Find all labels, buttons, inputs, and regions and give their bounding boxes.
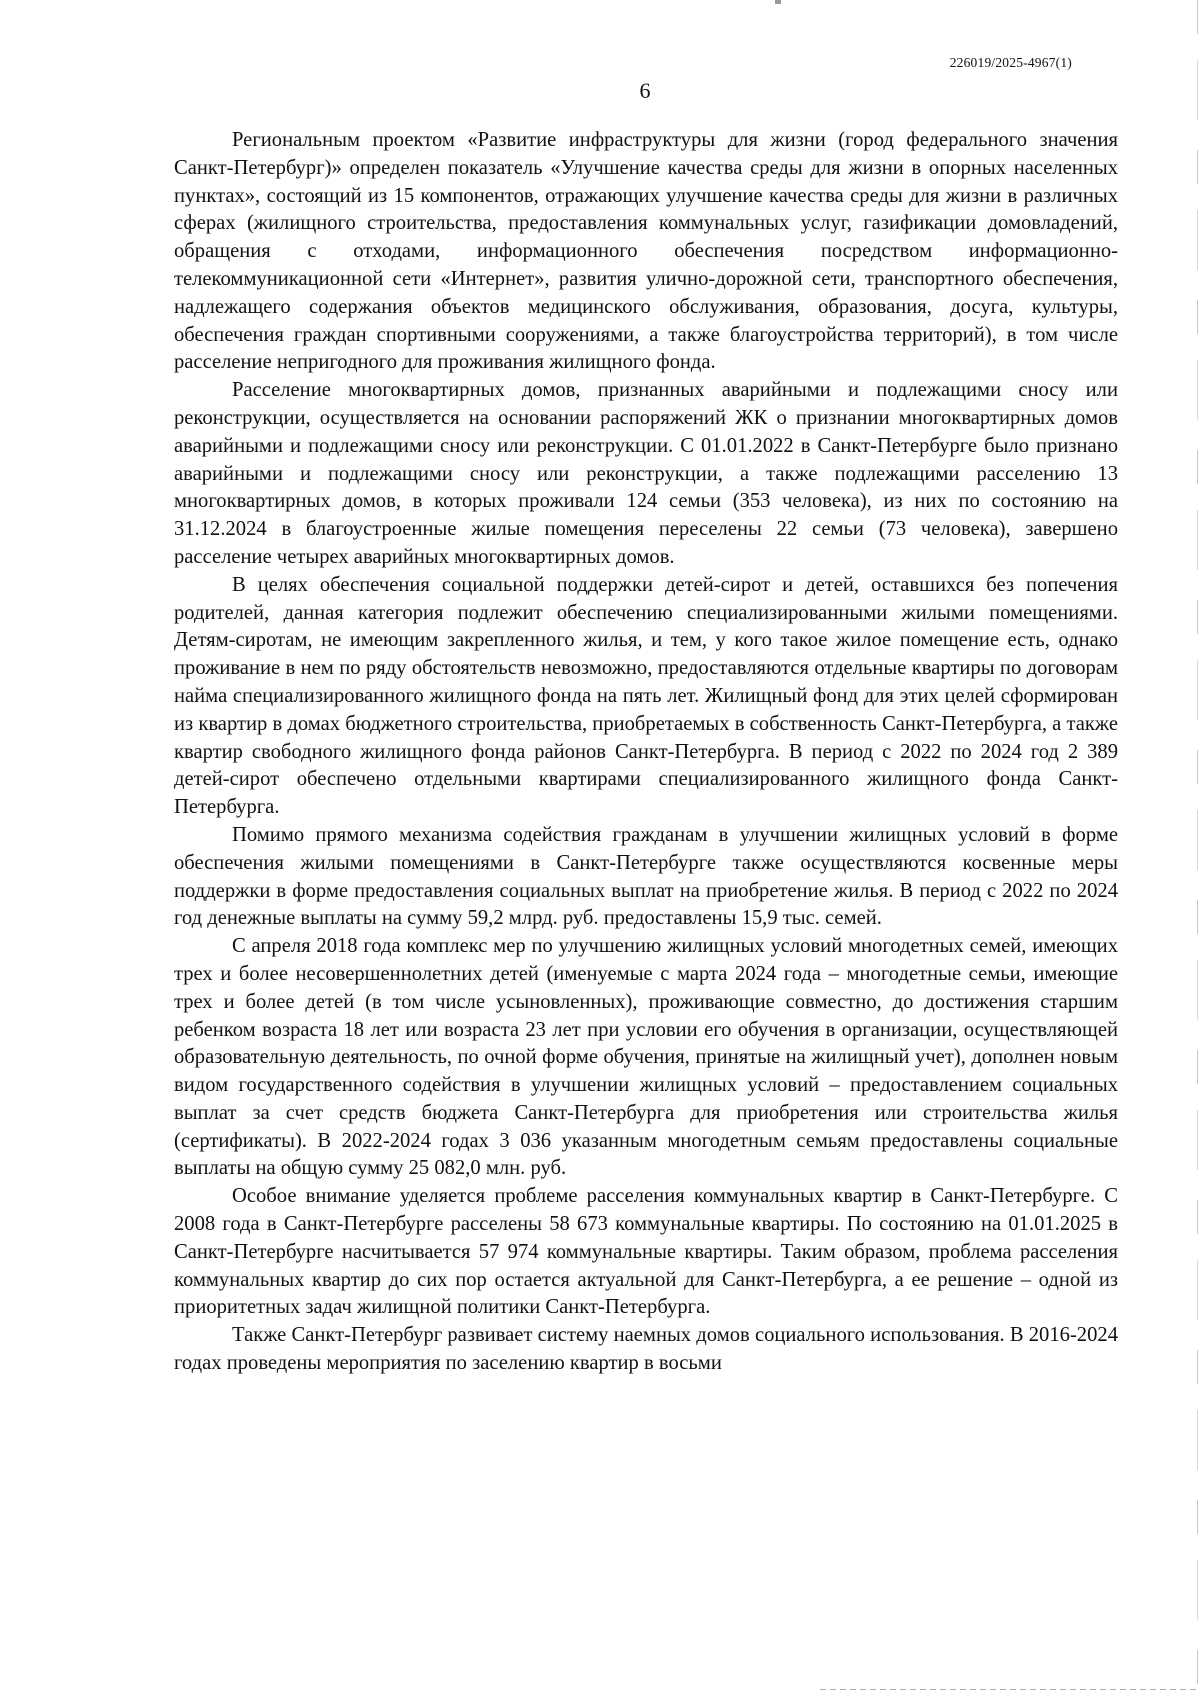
scan-artifact-right-edge bbox=[1197, 0, 1198, 1692]
paragraph-large-families: С апреля 2018 года комплекс мер по улучшению жилищных условий многодетных семей, имеющих трех и более несовершеннолетних детей (именуемые с марта 2024 года – многодетные семьи, имеющие трех и более детей (в том числе усыновленных), проживающие совместно, до достижения старшим ребенком возраста 18 лет или возраста 23 лет при условии его обучения в организации, осуществляющей образовательную деятельность, по очной форме обучения, принятые на жилищный учет), дополнен новым видом государственного содействия в улучшении жилищных условий – предоставлением социальных выплат за счет средств бюджета Санкт-Петербурга для приобретения или строительства жилья (сертификаты). В 2022-2024 годах 3 036 указанным многодетным семьям предоставлены социальные выплаты на общую сумму 25 082,0 млн. руб. bbox=[174, 935, 1118, 1180]
document-body bbox=[174, 127, 1118, 1378]
scan-artifact-top bbox=[775, 0, 781, 4]
paragraph-emergency-housing: Расселение многоквартирных домов, признанных аварийными и подлежащими сносу или реконструкции, осуществляется на основании распоряжений ЖК о признании многоквартирных домов аварийными и подлежащими сносу или реконструкции. С 01.01.2022 в Санкт-Петербурге было признано аварийными и подлежащими сносу или реконструкции, а также подлежащими расселению 13 многоквартирных домов, в которых проживали 124 семьи (353 человека), из них по состоянию на 31.12.2024 в благоустроенные жилые помещения переселены 22 семьи (73 человека), завершено расселение четырех аварийных многоквартирных домов. bbox=[174, 379, 1118, 568]
paragraph-communal-apartments: Особое внимание уделяется проблеме расселения коммунальных квартир в Санкт-Петербурге. С 2008 года в Санкт-Петербурге расселены 58 673 коммунальные квартиры. По состоянию на 01.01.2025 в Санкт-Петербурге насчитывается 57 974 коммунальные квартиры. Таким образом, проблема расселения коммунальных квартир до сих пор остается актуальной для Санкт-Петербурга, а ее решение – одной из приоритетных задач жилищной политики Санкт-Петербурга. bbox=[174, 1185, 1118, 1319]
paragraph-social-rental-houses: Также Санкт-Петербург развивает систему наемных домов социального использования. В 2016-2024 годах проведены мероприятия по заселению квартир в восьми bbox=[174, 1324, 1118, 1375]
page-number: 6 bbox=[639, 78, 651, 103]
paragraph-orphans-housing: В целях обеспечения социальной поддержки детей-сирот и детей, оставшихся без попечения родителей, данная категория подлежит обеспечению специализированными жилыми помещениями. Детям-сиротам, не имеющим закрепленного жилья, и тем, у кого такое жилое помещение есть, однако проживание в нем по ряду обстоятельств невозможно, предоставляются отдельные квартиры по договорам найма специализированного жилищного фонда на пять лет. Жилищный фонд для этих целей сформирован из квартир в домах бюджетного строительства, приобретаемых в собственность Санкт-Петербурга, а также квартир свободного жилищного фонда районов Санкт-Петербурга. В период с 2022 по 2024 год 2 389 детей-сирот обеспечено отдельными квартирами специализированного жилищного фонда Санкт-Петербурга. bbox=[174, 573, 1118, 819]
document-registration-number: 226019/2025-4967(1) bbox=[949, 55, 1072, 70]
scan-artifact-bottom-edge bbox=[820, 1689, 1200, 1690]
paragraph-regional-project: Региональным проектом «Развитие инфраструктуры для жизни (город федерального значения Санкт-Петербург)» определен показатель «Улучшение качества среды для жизни в опорных населенных пунктах», состоящий из 15 компонентов, отражающих улучшение качества среды для жизни в различных сферах (жилищного строительства, предоставления коммунальных услуг, газификации домовладений, обращения с отходами, информационного обеспечения посредством информационно-телекоммуникационной сети «Интернет», развития улично-дорожной сети, транспортного обеспечения, надлежащего содержания объектов медицинского обслуживания, образования, досуга, культуры, обеспечения граждан спортивными сооружениями, а также благоустройства территорий), в том числе расселение непригодного для проживания жилищного фонда. bbox=[174, 129, 1118, 374]
paragraph-social-payments: Помимо прямого механизма содействия гражданам в улучшении жилищных условий в форме обеспечения жилыми помещениями в Санкт-Петербурге также осуществляются косвенные меры поддержки в форме предоставления социальных выплат на приобретение жилья. В период с 2022 по 2024 год денежные выплаты на сумму 59,2 млрд. руб. предоставлены 15,9 тыс. семей. bbox=[174, 823, 1118, 930]
